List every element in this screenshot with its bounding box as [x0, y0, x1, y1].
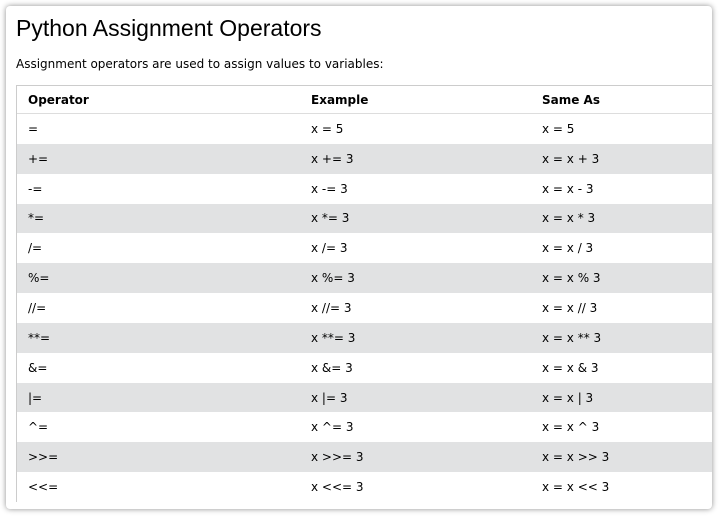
table-row: [17, 293, 712, 323]
cell-example: x = 5: [311, 121, 344, 136]
table-row: [17, 204, 712, 234]
cell-example: x += 3: [311, 151, 354, 166]
cell-same-as: x = x << 3: [542, 480, 610, 495]
page-title: Python Assignment Operators: [16, 15, 322, 41]
cell-example: x &= 3: [311, 360, 353, 375]
cell-same-as: x = 5: [542, 121, 575, 136]
cell-same-as: x = x >> 3: [542, 450, 610, 465]
cell-example: x ^= 3: [311, 420, 354, 435]
cell-example: x **= 3: [311, 330, 356, 345]
cell-operator: <<=: [28, 480, 59, 495]
header-same-as: Same As: [542, 92, 600, 107]
cell-example: x |= 3: [311, 390, 348, 405]
cell-operator: -=: [28, 181, 43, 196]
cell-same-as: x = x | 3: [542, 390, 594, 405]
cell-operator: =: [28, 121, 39, 136]
cell-same-as: x = x / 3: [542, 241, 594, 256]
table-row: [17, 442, 712, 472]
cell-operator: *=: [28, 211, 45, 226]
cell-same-as: x = x & 3: [542, 360, 599, 375]
cell-same-as: x = x % 3: [542, 271, 601, 286]
screenshot-frame: [6, 6, 712, 509]
table-row: [17, 114, 712, 144]
cell-same-as: x = x ^ 3: [542, 420, 600, 435]
cell-operator: |=: [28, 390, 43, 405]
cell-example: x *= 3: [311, 211, 350, 226]
cell-operator: /=: [28, 241, 43, 256]
cell-example: x //= 3: [311, 300, 352, 315]
table-row: [17, 412, 712, 442]
cell-example: x -= 3: [311, 181, 348, 196]
cell-example: x >>= 3: [311, 450, 364, 465]
table-row: [17, 174, 712, 204]
header-example: Example: [311, 92, 369, 107]
cell-example: x <<= 3: [311, 480, 364, 495]
table-header-row: [17, 86, 712, 114]
table-row: [17, 383, 712, 413]
cell-operator: +=: [28, 151, 49, 166]
table-row: [17, 323, 712, 353]
cell-same-as: x = x ** 3: [542, 330, 602, 345]
intro-text: Assignment operators are used to assign values to variables:: [16, 57, 384, 71]
cell-same-as: x = x + 3: [542, 151, 600, 166]
cell-same-as: x = x - 3: [542, 181, 594, 196]
cell-operator: >>=: [28, 450, 59, 465]
cell-example: x /= 3: [311, 241, 348, 256]
cell-same-as: x = x // 3: [542, 300, 598, 315]
table-row: [17, 353, 712, 383]
table-row: [17, 263, 712, 293]
table-row: [17, 233, 712, 263]
cell-operator: %=: [28, 271, 50, 286]
cell-same-as: x = x * 3: [542, 211, 596, 226]
cell-operator: &=: [28, 360, 48, 375]
cell-operator: ^=: [28, 420, 49, 435]
header-operator: Operator: [28, 92, 89, 107]
operators-table: [16, 85, 712, 502]
cell-example: x %= 3: [311, 271, 355, 286]
table-row: [17, 472, 712, 502]
table-body: [17, 114, 712, 502]
cell-operator: //=: [28, 300, 47, 315]
cell-operator: **=: [28, 330, 51, 345]
table-row: [17, 144, 712, 174]
